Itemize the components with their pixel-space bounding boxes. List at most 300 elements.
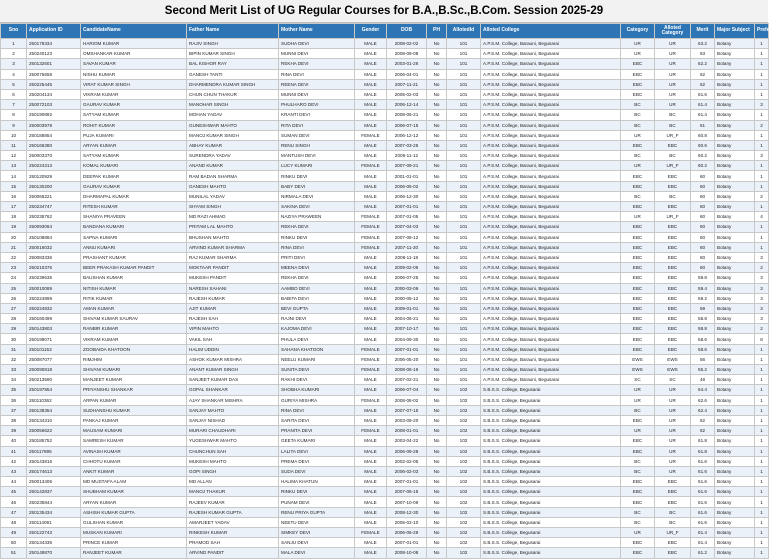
table-cell: 28 [1,314,27,324]
table-cell: 3 [755,293,769,303]
table-cell: 60.8 [691,130,715,140]
table-cell: GOPAL SHANKAR [187,385,279,395]
table-cell: UR [655,100,691,110]
table-cell: MUNNI DEVI [279,89,355,99]
table-cell: Botany [715,212,755,222]
table-cell: 101 [447,202,481,212]
table-cell: DHARMENDRA KUMAR SINGH [187,79,279,89]
table-row [1,39,769,49]
table-cell: 62 [691,79,715,89]
table-cell: No [427,191,447,201]
table-cell: 250130200 [27,181,81,191]
table-cell: RAJESH KUMAR [187,293,279,303]
table-cell: Botany [715,232,755,242]
table-cell: BHUSHAN MAHTO [187,232,279,242]
table-cell: 8 [1,110,27,120]
table-cell: No [427,375,447,385]
column-header: Merit [691,24,715,39]
table-cell: SC [655,375,691,385]
table-cell: A.P.S.M. College, Barauni, Begusarai [481,181,621,191]
table-cell: 2006-05-02 [387,181,427,191]
table-cell: NEETU DEVI [279,517,355,527]
table-cell: MEENA DEVI [279,263,355,273]
table-cell: 17 [1,202,27,212]
table-cell: EBC [621,242,655,252]
table-cell: 101 [447,140,481,150]
table-cell: MALE [355,181,387,191]
table-cell: RINA DEVI [279,405,355,415]
table-cell: 63.2 [691,39,715,49]
table-cell: FEMALE [355,395,387,405]
table-cell: 2008-11-18 [387,252,427,262]
table-cell: 102 [447,395,481,405]
table-cell: 2007-01-05 [387,212,427,222]
table-cell: 102 [447,497,481,507]
table-cell: 101 [447,89,481,99]
table-cell: EWS [655,365,691,375]
table-cell: 1 [755,528,769,538]
table-cell: Botany [715,263,755,273]
table-cell: PREMA DEVI [279,456,355,466]
table-cell: 101 [447,273,481,283]
table-cell: UR [655,79,691,89]
table-cell: 1 [755,171,769,181]
table-cell: MALE [355,487,387,497]
table-cell: SANJAY NISHAD [187,415,279,425]
table-cell: OMSHANKAR KUMAR [81,49,187,59]
table-cell: 1 [755,426,769,436]
table-cell: No [427,415,447,425]
table-cell: 2007-01-01 [387,202,427,212]
table-cell: 20 [1,232,27,242]
table-row [1,110,769,120]
table-cell: RINA DEVI [279,242,355,252]
table-cell: ABHAY KUMAR [187,140,279,150]
table-cell: 102 [447,456,481,466]
table-cell: EBC [621,89,655,99]
table-row [1,365,769,375]
table-row [1,89,769,99]
table-cell: 32 [1,354,27,364]
table-cell: 1 [755,89,769,99]
table-cell: 2005-02-03 [387,89,427,99]
table-cell: Botany [715,242,755,252]
table-cell: 61 [691,120,715,130]
table-cell: Botany [715,171,755,181]
table-cell: RITESH KUMAR [81,202,187,212]
table-cell: 1 [755,110,769,120]
table-cell: 61.2 [691,548,715,558]
table-cell: UR [655,395,691,405]
page-title: Second Merit List of UG Regular Courses for B.A.,B.Sc.,B.Com. Session 2025-29 [0,0,768,23]
table-cell: 2004-06-21 [387,314,427,324]
table-cell: UR [655,69,691,79]
table-cell: 250122743 [27,528,81,538]
table-cell: 250213590 [27,375,81,385]
table-cell: EBC [655,252,691,262]
table-cell: EBC [655,242,691,252]
table-row [1,283,769,293]
table-cell: SAVAN KUMAR [81,59,187,69]
table-cell: GULSHAN KUMAR [81,517,187,527]
table-cell: HALIM UDDIN [187,344,279,354]
table-cell: 61.6 [691,477,715,487]
table-cell: AVINASH KUMAR [81,446,187,456]
table-cell: VIPIN MAHTO [187,324,279,334]
table-cell: BAL KISHOR RAY [187,59,279,69]
table-cell: 250166380 [27,140,81,150]
table-cell: MALE [355,69,387,79]
merit-table [0,23,783,559]
table-cell: No [427,59,447,69]
table-cell: A.P.S.M. College, Barauni, Begusarai [481,151,621,161]
table-cell: EBC [621,324,655,334]
table-cell: No [427,466,447,476]
table-cell: No [427,314,447,324]
table-cell: MALA DEVI [279,548,355,558]
table-row [1,415,769,425]
table-cell: RITIK KUMAR [81,293,187,303]
table-cell: 101 [447,293,481,303]
table-cell: 60 [691,181,715,191]
table-cell: 250240123 [27,49,81,59]
table-cell: NARESH SAHANI [187,283,279,293]
table-cell: 250142837 [27,487,81,497]
table-cell: EBC [655,283,691,293]
table-cell: 250066221 [27,191,81,201]
table-cell: AJIT KUMAR [187,303,279,313]
table-cell: 250003978 [27,120,81,130]
table-cell: SUNITA DEVI [279,365,355,375]
table-cell: A.P.S.M. College, Barauni, Begusarai [481,222,621,232]
table-cell: 101 [447,39,481,49]
table-cell: DHARMAPAL KUMAR [81,191,187,201]
table-cell: 51 [1,548,27,558]
table-cell: A.P.S.M. College, Barauni, Begusarai [481,69,621,79]
table-cell: No [427,497,447,507]
table-cell: MALE [355,191,387,201]
table-cell: 33 [1,365,27,375]
table-cell: 102 [447,466,481,476]
table-cell: MALE [355,436,387,446]
table-cell: MALE [355,171,387,181]
table-row [1,507,769,517]
table-cell: 60 [691,232,715,242]
table-cell: EBC [621,477,655,487]
table-cell: ANKIT KUMAR [81,466,187,476]
table-cell: A.P.S.M. College, Barauni, Begusarai [481,283,621,293]
table-cell: BC [621,456,655,466]
table-cell: 102 [447,385,481,395]
table-cell: 1 [755,395,769,405]
table-cell: MANOJ KUMAR SINGH [187,130,279,140]
table-cell: 31 [1,344,27,354]
table-cell: 1 [755,140,769,150]
table-cell: 250234747 [27,202,81,212]
table-cell: A.P.S.M. College, Barauni, Begusarai [481,79,621,89]
table-cell: RAKHI DEVI [279,375,355,385]
table-row [1,375,769,385]
table-cell: 250135434 [27,507,81,517]
table-cell: A.P.S.M. College, Barauni, Begusarai [481,252,621,262]
table-row [1,202,769,212]
table-cell: EBC [655,497,691,507]
table-cell: S.B.S.S. College, Begusarai [481,517,621,527]
table-cell: EBC [621,415,655,425]
table-cell: SUDHA DEVI [279,39,355,49]
table-cell: A.P.S.M. College, Barauni, Begusarai [481,49,621,59]
table-cell: 61.6 [691,517,715,527]
table-cell: Botany [715,293,755,303]
table-cell: RAJESH KUMAR GUPTA [187,507,279,517]
table-cell: 1 [755,466,769,476]
table-cell: UR [621,528,655,538]
table-row [1,548,769,558]
table-cell: MALE [355,49,387,59]
table-cell: 101 [447,252,481,262]
table-cell: 60 [691,202,715,212]
table-cell: MUNNI DEVI [279,49,355,59]
table-cell: 24 [1,273,27,283]
table-cell: MALE [355,252,387,262]
table-cell: Botany [715,273,755,283]
table-cell: 2008-09-08 [387,49,427,59]
table-cell: A.P.S.M. College, Barauni, Begusarai [481,89,621,99]
table-cell: 101 [447,130,481,140]
table-cell: 2 [755,120,769,130]
table-cell: 40 [1,436,27,446]
table-row [1,456,769,466]
table-cell: BEER PRAKASH KUMAR PANDIT [81,263,187,273]
table-cell: UR [655,436,691,446]
table-cell: 61.4 [691,528,715,538]
table-cell: No [427,69,447,79]
table-cell: UR [655,49,691,59]
table-cell: 60 [691,212,715,222]
table-cell: 49 [1,528,27,538]
table-cell: 60.2 [691,151,715,161]
table-cell: S.B.S.S. College, Begusarai [481,456,621,466]
table-cell: EBC [655,293,691,303]
table-cell: Botany [715,548,755,558]
table-cell: 101 [447,181,481,191]
table-cell: S.B.S.S. College, Begusarai [481,436,621,446]
table-cell: NITISH KUMAR [81,283,187,293]
table-cell: 101 [447,59,481,69]
table-cell: MALE [355,314,387,324]
column-header: PH [427,24,447,39]
table-cell: EBC [655,334,691,344]
table-cell: Botany [715,140,755,150]
table-cell: No [427,456,447,466]
table-cell: UR [621,39,655,49]
table-cell: Botany [715,375,755,385]
table-cell: No [427,548,447,558]
table-cell: 60 [691,252,715,262]
table-cell: Botany [715,283,755,293]
table-cell: 1 [755,497,769,507]
table-cell: NIRMALA DEVI [279,191,355,201]
table-cell: Botany [715,161,755,171]
table-cell: FEMALE [355,528,387,538]
table-cell: 1 [755,232,769,242]
table-cell: 250072103 [27,100,81,110]
table-cell: A.P.S.M. College, Barauni, Begusarai [481,39,621,49]
table-cell: EBC [655,140,691,150]
table-cell: 61.8 [691,436,715,446]
table-cell: MALE [355,120,387,130]
table-cell: 6 [1,89,27,99]
table-row [1,100,769,110]
table-cell: KOMAL KUMARI [81,161,187,171]
table-cell: UR [655,415,691,425]
table-cell: EBC [621,344,655,354]
table-cell: No [427,161,447,171]
table-cell: 14 [1,171,27,181]
table-cell: S.B.S.S. College, Begusarai [481,507,621,517]
table-cell: ZOOBAIDA KHATOON [81,344,187,354]
table-cell: DEEPAK KUMAR [81,171,187,181]
table-cell: MALE [355,548,387,558]
table-cell: UR [621,426,655,436]
table-cell: A.P.S.M. College, Barauni, Begusarai [481,242,621,252]
table-cell: 2003-04-22 [387,436,427,446]
column-header: Alloted College [481,24,621,39]
table-cell: EBC [621,548,655,558]
table-cell: 1 [755,507,769,517]
table-cell: 42 [1,456,27,466]
table-cell: Botany [715,314,755,324]
table-row [1,538,769,548]
table-cell: 25 [1,283,27,293]
table-cell: 44 [1,477,27,487]
table-cell: YUGESHWAR MAHTO [187,436,279,446]
table-cell: No [427,487,447,497]
table-cell: PUJA KUMARI [81,130,187,140]
table-cell: 250204134 [27,89,81,99]
table-cell: 101 [447,314,481,324]
column-header: Alloted Category [655,24,691,39]
table-cell: 101 [447,222,481,232]
table-cell: ARPAN KUMAR [81,395,187,405]
table-row [1,293,769,303]
table-cell: Botany [715,507,755,517]
table-cell: MD MUSTAFA ALAM [81,477,187,487]
table-cell: 1 [755,242,769,252]
table-cell: UR_F [655,212,691,222]
table-cell: Botany [715,110,755,120]
table-cell: UR_F [655,161,691,171]
table-cell: A.P.S.M. College, Barauni, Begusarai [481,120,621,130]
table-row [1,303,769,313]
table-cell: No [427,212,447,222]
table-row [1,528,769,538]
table-cell: MANOHAR SINGH [187,100,279,110]
table-cell: EBC [655,232,691,242]
table-cell: 250235844 [27,497,81,507]
table-cell: MALE [355,477,387,487]
table-cell: VIKRAM KUMAR [81,334,187,344]
table-cell: 101 [447,120,481,130]
table-cell: HARIOM KUMAR [81,39,187,49]
table-row [1,354,769,364]
table-cell: Botany [715,120,755,130]
table-cell: 1 [755,181,769,191]
table-cell: EBC [621,69,655,79]
table-cell: ASHISH KUMAR GUPTA [81,507,187,517]
table-cell: 2007-10-17 [387,324,427,334]
table-cell: PRITI DEVI [279,252,355,262]
table-cell: ROHIT KUMAR [81,120,187,130]
table-cell: BC [621,120,655,130]
table-cell: EWS [655,354,691,364]
table-cell: SUDA DEVI [279,466,355,476]
table-cell: 101 [447,49,481,59]
table-cell: Botany [715,79,755,89]
table-cell: MALE [355,446,387,456]
table-cell: 101 [447,79,481,89]
table-cell: PRINCE KUMAR [81,538,187,548]
table-cell: UR_F [655,130,691,140]
table-cell: 101 [447,344,481,354]
table-cell: 3 [755,283,769,293]
table-cell: SHOBHA KUMARI [279,385,355,395]
table-cell: ASHOK KUMAR MISHRA [187,354,279,364]
table-cell: 13 [1,161,27,171]
table-cell: EBC [655,171,691,181]
column-header: Sno [1,24,27,39]
table-cell: 101 [447,324,481,334]
table-cell: EBC [655,263,691,273]
table-cell: 2006-11-12 [387,151,427,161]
table-cell: EBC [621,314,655,324]
table-cell: FEMALE [355,365,387,375]
table-cell: UR [621,49,655,59]
table-cell: 11 [1,140,27,150]
table-cell: No [427,100,447,110]
table-cell: EBC [655,344,691,354]
table-cell: 61.6 [691,89,715,99]
table-cell: 1 [755,39,769,49]
table-cell: 2007-07-15 [387,405,427,415]
table-cell: Botany [715,405,755,415]
table-cell: PRITAM LAL MAHTO [187,222,279,232]
table-cell: 16 [1,191,27,201]
table-cell: A.P.S.M. College, Barauni, Begusarai [481,202,621,212]
table-cell: 250235762 [27,212,81,222]
table-cell: A.P.S.M. College, Barauni, Begusarai [481,354,621,364]
table-cell: 9 [1,120,27,130]
table-cell: 3 [755,151,769,161]
table-cell: 1 [755,538,769,548]
table-cell: UR [655,385,691,395]
table-cell: A.P.S.M. College, Barauni, Begusarai [481,161,621,171]
table-cell: 1 [755,49,769,59]
table-cell: 1 [755,415,769,425]
table-cell: GANESH MAHTO [187,181,279,191]
table-cell: 250224832 [27,303,81,313]
table-body [1,39,769,559]
table-cell: 46 [1,497,27,507]
table-cell: 101 [447,191,481,201]
table-cell: MALE [355,79,387,89]
table-cell: SAKINA DEVI [279,202,355,212]
table-cell: 3 [755,303,769,313]
table-cell: MOHAN YADAV [187,110,279,120]
table-cell: 61.4 [691,100,715,110]
table-cell: HALIMA KHATUN [279,477,355,487]
table-cell: 45 [1,487,27,497]
